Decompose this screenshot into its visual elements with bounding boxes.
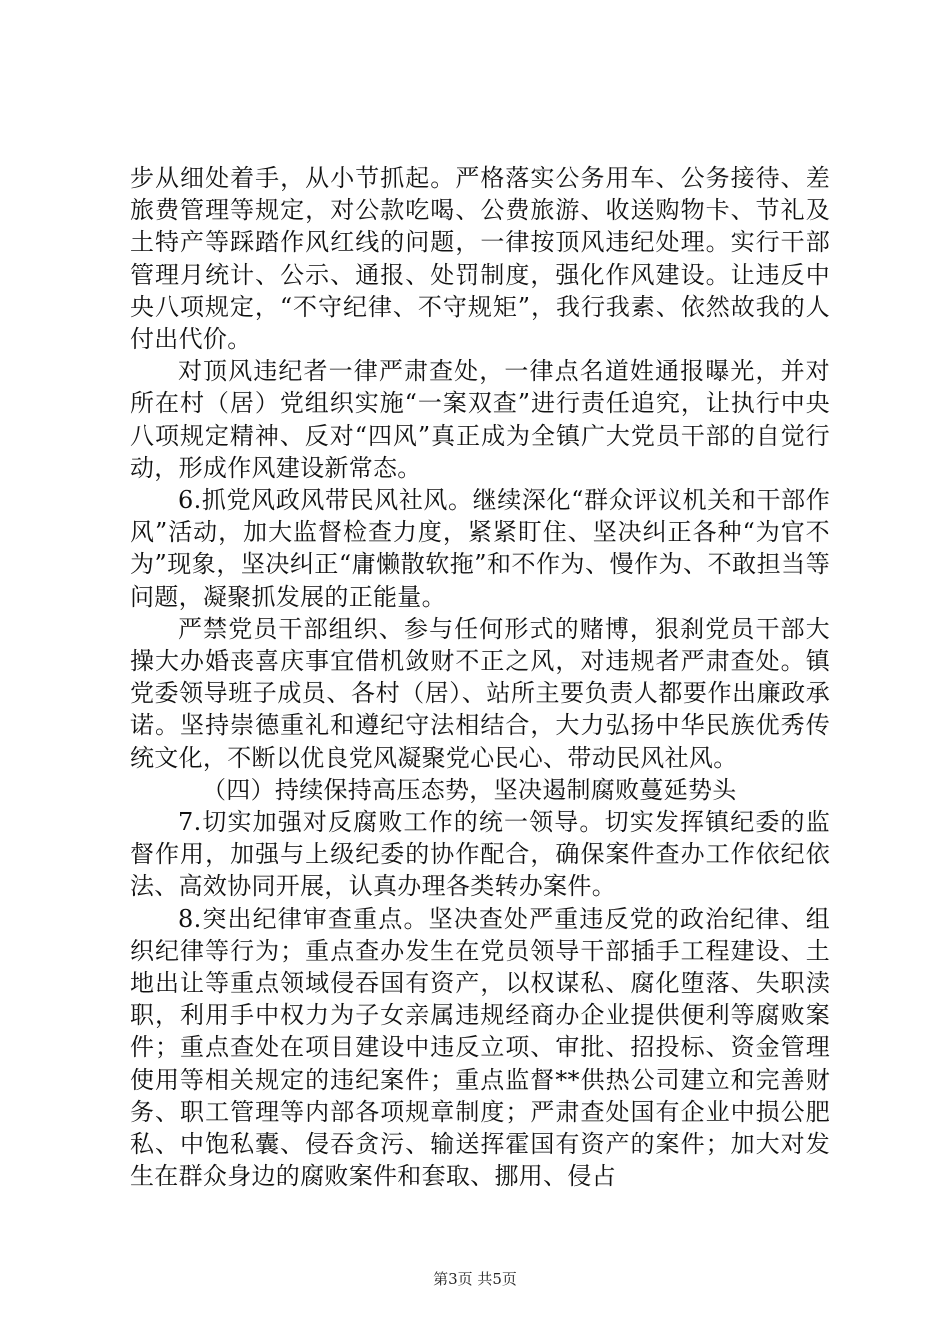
paragraph-continued: 步从细处着手，从小节抓起。严格落实公务用车、公务接待、差旅费管理等规定，对公款吃喝、公费旅游、收送购物卡、节礼及土特产等踩踏作风红线的问题，一律按顶风违纪处理。实行干部管理月统计、公示、通报、处罚制度，强化作风建设。让违反中央八项规定，“不守纪律、不守规矩”，我行我素、依然故我的人付出代价。 bbox=[130, 164, 830, 354]
page-footer bbox=[0, 1268, 950, 1289]
paragraph-item-6: 6.抓党风政风带民风社风。继续深化“群众评议机关和干部作风”活动，加大监督检查力度，紧紧盯住、坚决纠正各种“为官不为”现象，坚决纠正“庸懒散软拖”和不作为、慢作为、不敢担当等问题，凝聚抓发展的正能量。 bbox=[130, 486, 830, 611]
paragraph-gambling-ban: 严禁党员干部组织、参与任何形式的赌博，狠刹党员干部大操大办婚丧喜庆事宜借机敛财不正之风，对违规者严肃查处。镇党委领导班子成员、各村（居）、站所主要负责人都要作出廉政承诺。坚持崇德重礼和遵纪守法相结合，大力弘扬中华民族优秀传统文化，不断以优良党风凝聚党心民心、带动民风社风。 bbox=[130, 614, 830, 772]
section-heading-4: （四）持续保持高压态势，坚决遏制腐败蔓延势头 bbox=[202, 775, 737, 804]
document-body bbox=[130, 162, 830, 1193]
paragraph-item-7: 7.切实加强对反腐败工作的统一领导。切实发挥镇纪委的监督作用，加强与上级纪委的协作配合，确保案件查办工作依纪依法、高效协同开展，认真办理各类转办案件。 bbox=[130, 808, 830, 901]
paragraph-violation-handling: 对顶风违纪者一律严肃查处，一律点名道姓通报曝光，并对所在村（居）党组织实施“一案双查”进行责任追究，让执行中央八项规定精神、反对“四风”真正成为全镇广大党员干部的自觉行动，形成作风建设新常态。 bbox=[130, 357, 830, 482]
paragraph-item-8: 8.突出纪律审查重点。坚决查处严重违反党的政治纪律、组织纪律等行为；重点查办发生在党员领导干部插手工程建设、土地出让等重点领域侵吞国有资产，以权谋私、腐化堕落、失职渎职，利用手中权力为子女亲属违规经商办企业提供便利等腐败案件；重点查处在项目建设中违反立项、审批、招投标、资金管理使用等相关规定的违纪案件；重点监督**供热公司建立和完善财务、职工管理等内部各项规章制度；严肃查处国有企业中损公肥私、中饱私囊、侵吞贪污、输送挥霍国有资产的案件；加大对发生在群众身边的腐败案件和套取、挪用、侵占 bbox=[130, 904, 830, 1191]
page-indicator: 第3页 共5页 bbox=[433, 1270, 517, 1288]
